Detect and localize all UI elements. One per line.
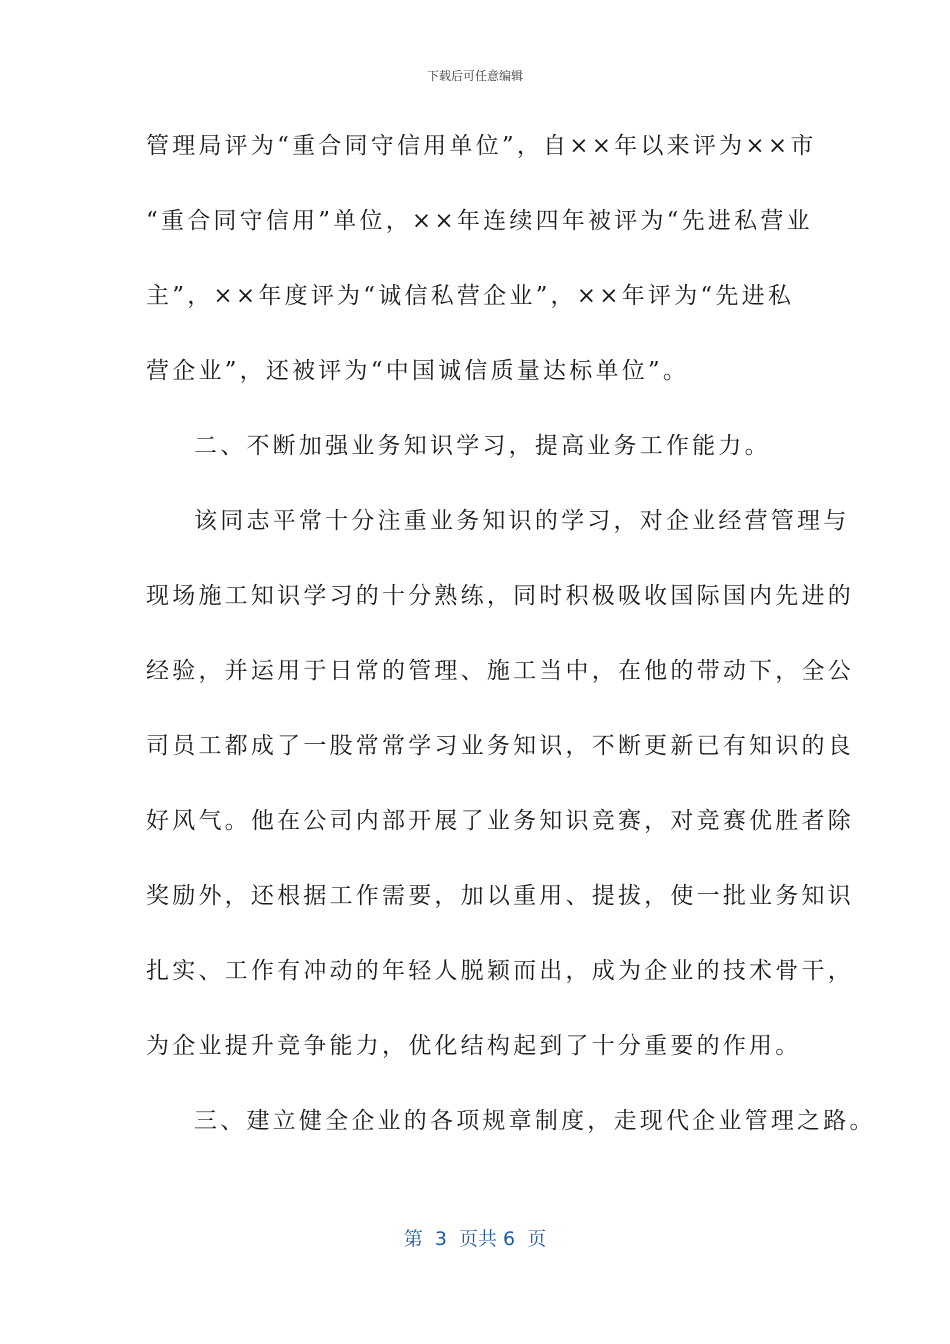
body-line: 经验，并运用于日常的管理、施工当中，在他的带动下，全公 bbox=[146, 658, 854, 684]
body-line: 好风气。他在公司内部开展了业务知识竞赛，对竞赛优胜者除 bbox=[146, 808, 854, 834]
section-heading-2: 二、不断加强业务知识学习，提高业务工作能力。 bbox=[194, 433, 771, 459]
page-number-label: 第 3 页共 6 页 bbox=[403, 1228, 547, 1250]
body-line: 扎实、工作有冲动的年轻人脱颖而出，成为企业的技术骨干， bbox=[146, 958, 854, 984]
section-heading-3: 三、建立健全企业的各项规章制度，走现代企业管理之路。 bbox=[194, 1108, 876, 1134]
document-body bbox=[146, 118, 876, 1168]
body-line: 为企业提升竞争能力，优化结构起到了十分重要的作用。 bbox=[146, 1033, 802, 1059]
body-line: 该同志平常十分注重业务知识的学习，对企业经营管理与 bbox=[194, 508, 850, 534]
body-line: “重合同守信用”单位，××年连续四年被评为“先进私营业 bbox=[146, 208, 813, 234]
page-number-footer bbox=[0, 1224, 950, 1251]
page-header-note: 下载后可任意编辑 bbox=[426, 69, 523, 83]
body-line: 奖励外，还根据工作需要，加以重用、提拔，使一批业务知识 bbox=[146, 883, 854, 909]
body-line: 主”，××年度评为“诚信私营企业”，××年评为“先进私 bbox=[146, 283, 795, 309]
body-line: 司员工都成了一股常常学习业务知识，不断更新已有知识的良 bbox=[146, 733, 854, 759]
body-line: 管理局评为“重合同守信用单位”，自××年以来评为××市 bbox=[146, 133, 817, 159]
body-line: 现场施工知识学习的十分熟练，同时积极吸收国际国内先进的 bbox=[146, 583, 854, 609]
body-line: 营企业”，还被评为“中国诚信质量达标单位”。 bbox=[146, 358, 690, 384]
